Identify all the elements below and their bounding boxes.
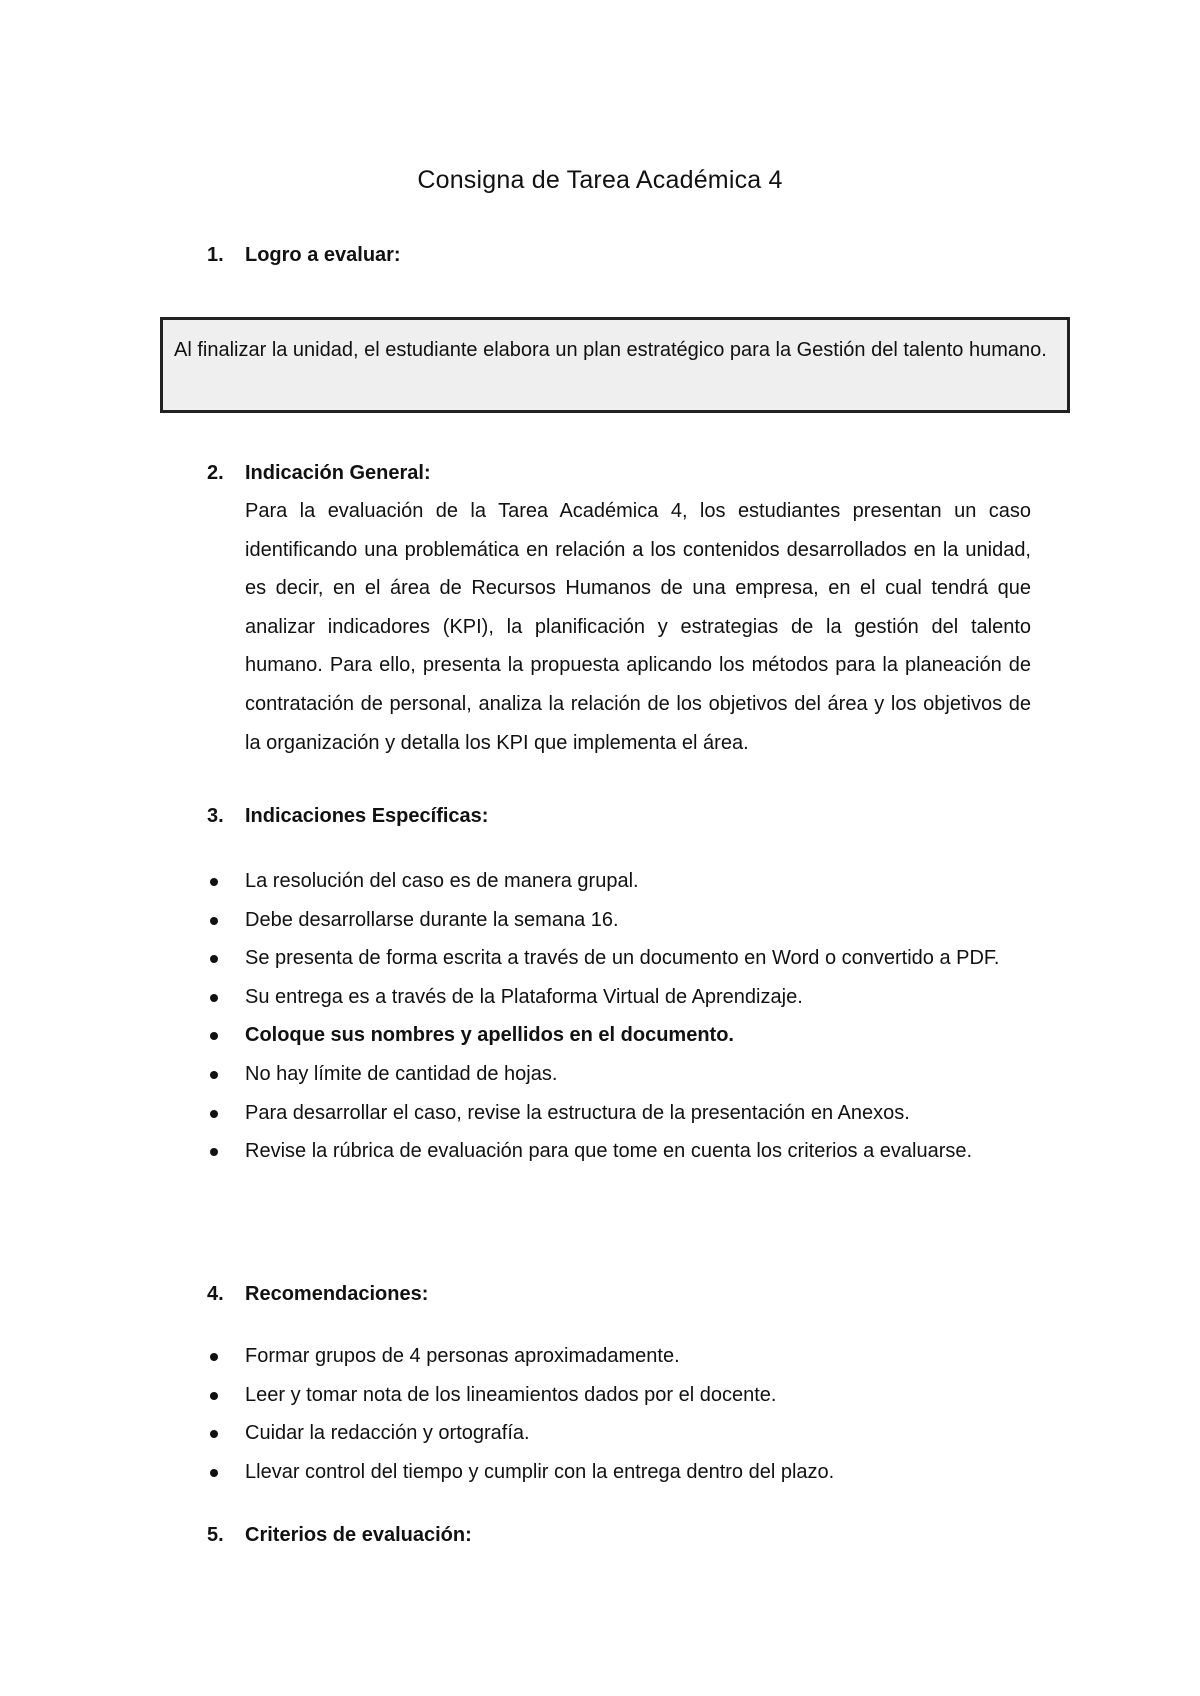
section-heading-criterios: [207, 1524, 472, 1547]
list-item: [207, 1132, 1031, 1171]
indicacion-general-paragraph: Para la evaluación de la Tarea Académica 4, los estudiantes presentan un caso identificando una problemática en relación a los contenidos desarrollados en la unidad, es decir, en el área de Recursos Humanos de una empresa, en el cual tendrá que analizar indicadores (KPI), la planificación y estrategias de la gestión del talento humano. Para ello, presenta la propuesta aplicando los métodos para la planeación de contratación de personal, analiza la relación de los objetivos del área y los objetivos de la organización y detalla los KPI que implementa el área.: [245, 500, 1031, 754]
section-number: 3.: [207, 805, 224, 827]
page-title: Consigna de Tarea Académica 4: [417, 166, 783, 194]
section-heading-text: Indicación General:: [245, 462, 431, 484]
list-item-text: Para desarrollar el caso, revise la estructura de la presentación en Anexos.: [245, 1101, 910, 1124]
list-item: [207, 1453, 1031, 1492]
list-item-text: Leer y tomar nota de los lineamientos dados por el docente.: [245, 1383, 777, 1406]
section-heading-recomendaciones: [207, 1283, 428, 1306]
bullet-icon: [210, 955, 218, 963]
section-heading-indicaciones-especificas: [207, 805, 488, 828]
list-item-text: La resolución del caso es de manera grupal.: [245, 870, 639, 892]
logro-box: [160, 317, 1070, 413]
section-heading-text: Criterios de evaluación:: [245, 1524, 472, 1546]
bullet-icon: [210, 878, 218, 886]
list-item: [207, 978, 1031, 1017]
list-item-text: Su entrega es a través de la Plataforma Virtual de Aprendizaje.: [245, 985, 803, 1008]
list-item: [207, 901, 1031, 940]
list-item-text: Llevar control del tiempo y cumplir con la entrega dentro del plazo.: [245, 1460, 835, 1483]
bullet-icon: [210, 1430, 218, 1438]
list-item-text: Debe desarrollarse durante la semana 16.: [245, 908, 619, 931]
section-number: 5.: [207, 1524, 224, 1546]
bullet-icon: [210, 1392, 218, 1400]
logro-text: Al finalizar la unidad, el estudiante elabora un plan estratégico para la Gestión del talento humano.: [174, 339, 1047, 361]
list-item: [207, 1016, 1031, 1055]
list-item-text: Formar grupos de 4 personas aproximadamente.: [245, 1345, 680, 1367]
bullet-icon: [210, 994, 218, 1002]
list-item: [207, 1337, 1031, 1376]
section-heading-indicacion-general: [207, 462, 431, 485]
list-item-text: No hay límite de cantidad de hojas.: [245, 1062, 558, 1085]
list-item: [207, 1414, 1031, 1453]
list-item: [207, 1376, 1031, 1415]
list-item-text: Coloque sus nombres y apellidos en el documento.: [245, 1024, 734, 1047]
bullet-icon: [210, 1032, 218, 1040]
section-number: 4.: [207, 1283, 224, 1305]
list-item-text: Se presenta de forma escrita a través de un documento en Word o convertido a PDF.: [245, 947, 1000, 970]
bullet-icon: [210, 1071, 218, 1079]
bullet-icon: [210, 1148, 218, 1156]
bullet-icon: [210, 1353, 218, 1361]
recomendaciones-list: [207, 1337, 1031, 1491]
indicaciones-especificas-list: [207, 862, 1031, 1171]
bullet-icon: [210, 1469, 218, 1477]
list-item: [207, 939, 1031, 978]
section-number: 1.: [207, 244, 224, 266]
section-heading-text: Indicaciones Específicas:: [245, 805, 489, 827]
section-number: 2.: [207, 462, 224, 484]
bullet-icon: [210, 1110, 218, 1118]
bullet-icon: [210, 917, 218, 925]
list-item-text: Cuidar la redacción y ortografía.: [245, 1422, 530, 1445]
list-item: [207, 1055, 1031, 1094]
section-heading-text: Recomendaciones:: [245, 1283, 429, 1305]
section-heading-logro: [207, 244, 401, 267]
list-item: [207, 1094, 1031, 1133]
section-heading-text: Logro a evaluar:: [245, 244, 401, 266]
list-item-text: Revise la rúbrica de evaluación para que tome en cuenta los criterios a evaluarse.: [245, 1140, 973, 1163]
list-item: [207, 862, 1031, 901]
